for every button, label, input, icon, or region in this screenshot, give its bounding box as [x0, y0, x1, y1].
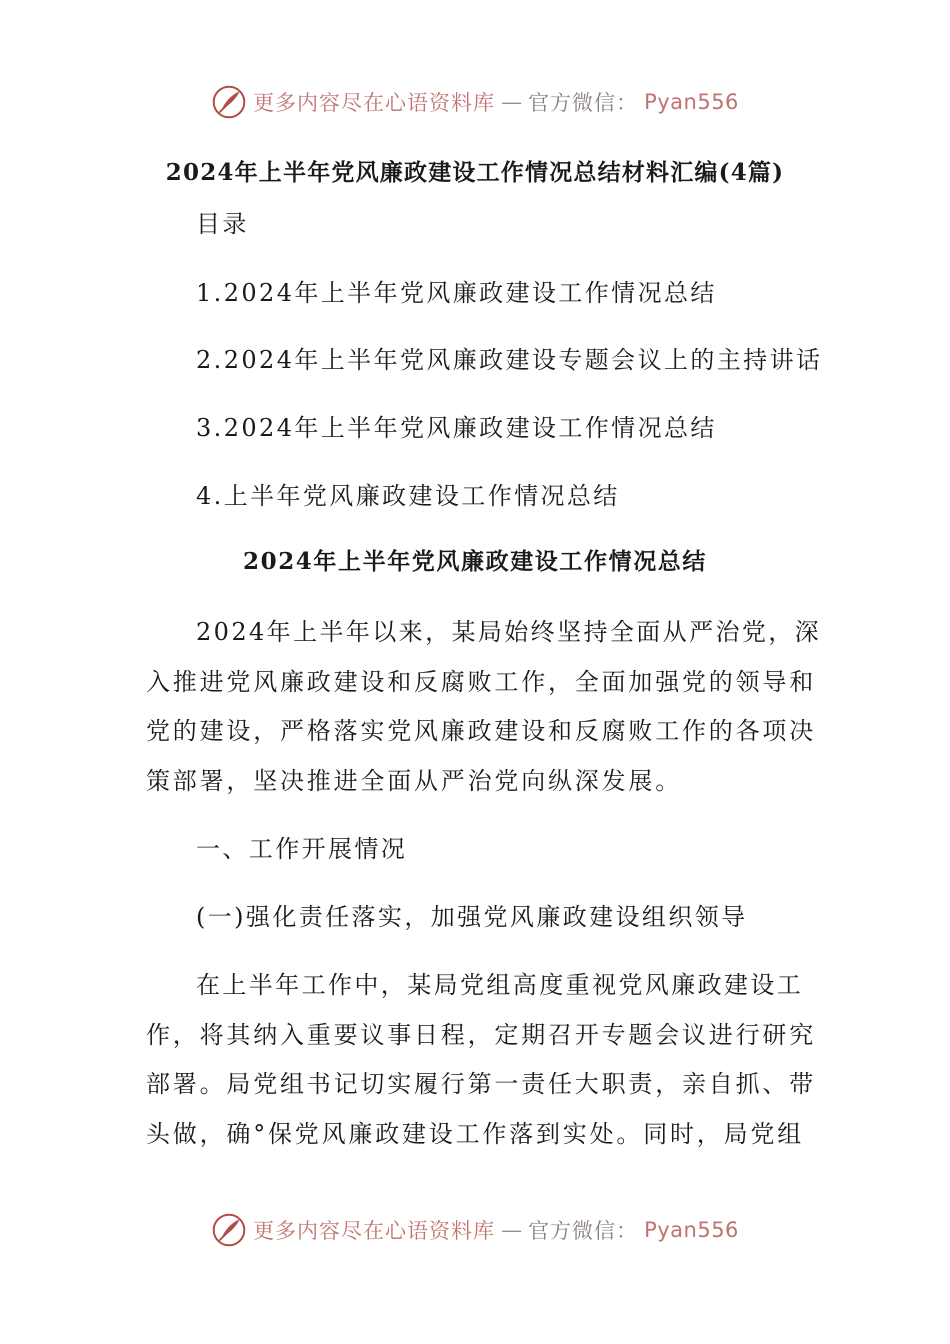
- watermark-wechat-id: Pyan556: [644, 1218, 739, 1242]
- toc-item: 4.上半年党风廉政建设工作情况总结: [196, 482, 620, 510]
- toc-item: 3.2024年上半年党风廉政建设工作情况总结: [196, 414, 717, 442]
- toc-item: 2.2024年上半年党风廉政建设专题会议上的主持讲话: [196, 346, 823, 374]
- paragraph-line: 入推进党风廉政建设和反腐败工作，全面加强党的领导和: [146, 668, 816, 696]
- watermark-footer: [0, 1208, 950, 1252]
- subheading-responsibility: (一)强化责任落实，加强党风廉政建设组织领导: [196, 903, 748, 931]
- paragraph-line: 在上半年工作中，某局党组高度重视党风廉政建设工: [196, 971, 804, 999]
- watermark-header: [0, 80, 950, 124]
- heading-work-progress: 一、工作开展情况: [196, 835, 408, 863]
- watermark-separator: —: [501, 90, 523, 114]
- document-title: 2024年上半年党风廉政建设工作情况总结材料汇编(4篇): [165, 159, 785, 186]
- watermark-text: 更多内容尽在心语资料库: [253, 91, 496, 115]
- paragraph-line: 头做，确°保党风廉政建设工作落到实处。同时，局党组: [146, 1120, 804, 1148]
- watermark-wechat-label: 官方微信：: [528, 91, 639, 115]
- quill-logo-icon: [211, 1212, 247, 1248]
- paragraph-line: 2024年上半年以来，某局始终坚持全面从严治党，深: [196, 618, 822, 646]
- toc-heading: 目录: [196, 210, 249, 238]
- paragraph-line: 策部署，坚决推进全面从严治党向纵深发展。: [146, 767, 682, 795]
- watermark-text: 更多内容尽在心语资料库: [253, 1219, 496, 1243]
- paragraph-line: 作，将其纳入重要议事日程，定期召开专题会议进行研究: [146, 1021, 816, 1049]
- toc-item: 1.2024年上半年党风廉政建设工作情况总结: [196, 279, 717, 307]
- section-title: 2024年上半年党风廉政建设工作情况总结: [242, 548, 707, 575]
- paragraph-line: 部署。局党组书记切实履行第一责任大职责，亲自抓、带: [146, 1070, 816, 1098]
- watermark-separator: —: [501, 1218, 523, 1242]
- watermark-wechat-label: 官方微信：: [528, 1219, 639, 1243]
- watermark-wechat-id: Pyan556: [644, 90, 739, 114]
- quill-logo-icon: [211, 84, 247, 120]
- paragraph-line: 党的建设，严格落实党风廉政建设和反腐败工作的各项决: [146, 717, 816, 745]
